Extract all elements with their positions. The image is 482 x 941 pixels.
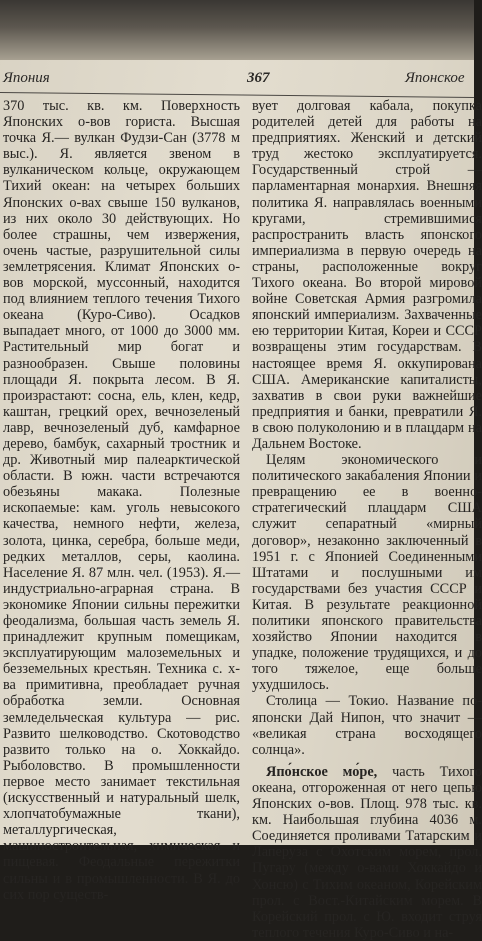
left-column xyxy=(3,98,240,903)
page-number: 367 xyxy=(247,70,270,86)
right-column xyxy=(252,98,482,941)
paragraph-japan-politics: вует долговая кабала, покупка родителей детей для работы на предприятиях. Женский и детский труд жестоко эксплуатируется. Государственный строй — парламентарная монархия. Внешняя политика Я. направлялась военными кругами, стремившимися распространить власть японского империализма в первую очередь на страны, расположенные вокруг Тихого океана. Во второй мировой войне Советская Армия разгромила японский империализм. Захваченные ею территории Китая, Кореи и СССР возвращены этим государствам. В настоящее время Я. оккупирована США. Американские капиталисты, захватив в свои руки важнейшие предприятия и банки, превратили Я. в свою полуколонию и в плацдарм на Дальнем Востоке. xyxy=(252,98,482,452)
page-top-shadow xyxy=(0,0,474,60)
paragraph-japan-geography: 370 тыс. кв. км. Поверхность Японских о-вов гориста. Высшая точка Я.— вулкан Фудзи-Сан (3778 м выс.). Я. является звеном в вулканическом кольце, окружающем Тихий океан: на четырех больших Японских о-вах свыше 150 вулканов, из них около 30 действующих. Но более страшны, чем извержения, очень частые, разрушительной силы землетрясения. Климат Японских о-вов морской, муссонный, находится под влиянием теплого течения Тихого океана (Куро-Сиво). Осадков выпадает много, от 1000 до 3000 мм. Растительный мир богат и разнообразен. Свыше половины площади Я. покрыта лесом. В Я. произрастают: сосна, ель, клен, кедр, каштан, грецкий орех, вечнозеленый лавр, вечнозеленый дуб, камфарное дерево, бамбук, сахарный тростник и др. Животный мир палеарктической области. В южн. части встречаются обезьяны макака. Полезные ископаемые: кам. уголь невысокого качества, немного нефти, железа, золота, цинка, серебра, больше меди, редких металлов, серы, каолина. Население Я. 87 млн. чел. (1953). Я.— индустриально-аграрная страна. В экономике Японии сильны пережитки феодализма, большая часть земель Я. принадлежит крупным помещикам, эксплуатирующим малоземельных и безземельных крестьян. Техника с. х-ва примитивна, преобладает ручная обработка земли. Основная земледельческая культура — рис. Развито шелководство. Скотоводство развито только на о. Хоккайдо. Рыболовство. В промышленности первое место занимает текстильная (искусственный и натуральный шелк, хлопчатобумажные ткани), металлургическая, машиностроительная, химическая и пищевая. Феодальные пережитки сильны и в промышленности. В Я. до сих пор существ- xyxy=(3,98,240,903)
entry-headword: Япо́нское мо́ре, xyxy=(266,763,378,780)
entry-body: часть Тихого океана, отгороженная от него цепью Японских о-вов. Площ. 978 тыс. кв. км. Наибольшая глубина 4036 м. Соединяется проливами Татарским и Лаперуза с Охотским морем, прол. Пугару (между о-вами Хоккайдо и Хонсю) с Тихим океаном, Корейским прол. с Вост.-Китайским морем. В Корейский прол. с Ю. входит струя теплого течения Куро-Сиво и на- xyxy=(252,763,482,941)
running-head-right: Японское xyxy=(405,70,465,86)
running-head-left: Япония xyxy=(3,70,50,86)
entry-sea-of-japan xyxy=(252,764,482,941)
paragraph-japan-capital: Столица — Токио. Название по-японски Дай Нипон, что значит — «великая страна восходящего солнца». xyxy=(252,693,482,758)
paragraph-japan-treaty: Целям экономического и политического закабаления Японии и превращению ее в военно-стратегический плацдарм США служит сепаратный «мирный договор», незаконно заключенный в 1951 г. с Японией Соединенными Штатами и послушными им государствами без участия СССР и Китая. В результате реакционной политики японского правительства хозяйство Японии находится в упадке, положение трудящихся, и до того тяжелое, еще больше ухудшилось. xyxy=(252,452,482,694)
